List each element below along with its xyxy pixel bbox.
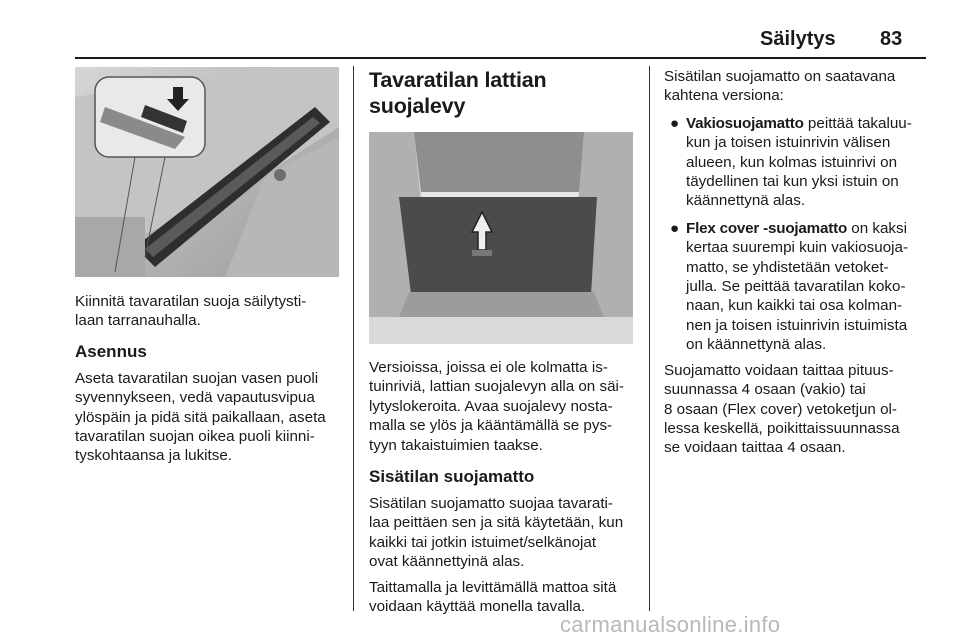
- bullet-icon: ●: [670, 114, 680, 132]
- mat-versions-list: [664, 114, 936, 355]
- column-divider-2: [649, 66, 650, 611]
- cargo-cover-storage-figure: [75, 67, 339, 277]
- section-heading-asennus: Asennus: [75, 341, 147, 361]
- interior-mat-paragraph: Sisätilan suojamatto suojaa tavarati- laa peittäen sen ja sitä käytetään, kun kaikki tai jotkin istuimet/selkänojat ovat käännettyinä alas.: [369, 495, 624, 571]
- column-right: [664, 67, 936, 458]
- page-number: 83: [880, 28, 903, 50]
- watermark: carmanualsonline.info: [560, 612, 781, 637]
- column-left: [75, 292, 347, 466]
- bullet-icon: ●: [670, 219, 680, 237]
- running-header-title: Säilytys: [760, 28, 836, 50]
- list-item-standard-mat: ● Vakiosuojamatto peittää takaluu- kun ja toisen istuinrivin välisen alueen, kun kolmas istuinrivi on täydellinen tai kun yksi istuin on käännettynä alas.: [670, 114, 912, 210]
- column-divider-1: [353, 66, 354, 611]
- list-item-flex-cover: ● Flex cover -suojamatto on kaksi kertaa suurempi kuin vakiosuoja- matto, se yhdistetään vetoket- julla. Se peittää tavaratilan koko- naan, kun kaikki tai osa kolman- nen ja toisen istuinrivin istuimista on käännettynä alas.: [670, 219, 909, 354]
- folding-paragraph: Taittamalla ja levittämällä mattoa sitä voidaan käyttää monella tavalla.: [369, 578, 617, 616]
- header-rule: [75, 57, 926, 59]
- folding-options-paragraph: Suojamatto voidaan taittaa pituus- suunnassa 4 osaan (vakio) tai 8 osaan (Flex cover) vetoketjun ol- lessa keskellä, poikittaissuunnassa se voidaan taittaa 4 osaan.: [664, 361, 900, 457]
- section-heading-cargo-floor: Tavaratilan lattian suojalevy: [369, 68, 547, 118]
- storage-compartments-paragraph: Versioissa, joissa ei ole kolmatta is- tuinriviä, lattian suojalevyn alla on säi- lytyslokeroita. Avaa suojalevy nosta- malla se ylös ja kääntämällä se pys- tyyn takaistuimien taakse.: [369, 359, 624, 454]
- versions-intro: Sisätilan suojamatto on saatavana kahtena versiona:: [664, 68, 896, 105]
- installation-paragraph: Aseta tavaratilan suojan vasen puoli syvennykseen, vedä vapautusvipua ylöspäin ja pidä sitä paikallaan, aseta tavaratilan suojan oikea puoli kiinni- tyskohtaansa ja lukitse.: [75, 369, 326, 465]
- section-heading-interior-mat: Sisätilan suojamatto: [369, 467, 535, 487]
- figure-caption: Kiinnitä tavaratilan suoja säilytysti- laan tarranauhalla.: [75, 293, 307, 330]
- column-middle: [369, 358, 641, 616]
- cargo-floor-panel-figure: [369, 132, 633, 344]
